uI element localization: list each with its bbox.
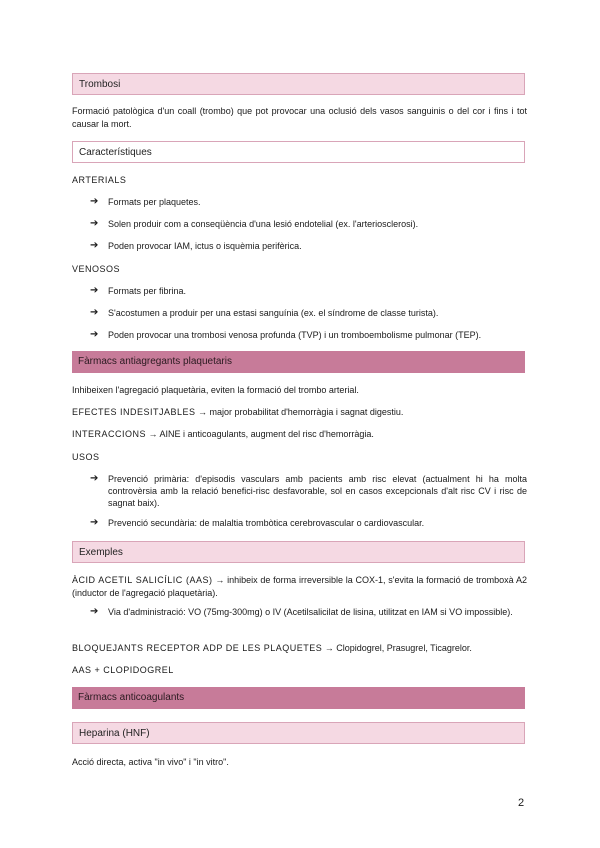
arrow-bullet-icon: ➔ [90,606,99,617]
page-number: 2 [518,797,525,809]
bullet-text: Via d'administració: VO (75mg-300mg) o IV (Acetilsalicilat de lisina, utilitzat en IAM si VO impossible). [108,607,513,617]
arrow-bullet-icon: ➔ [90,285,99,296]
bullet-text: Prevenció secundària: de malaltia trombòtica cerebrovascular o cardiovascular. [108,518,425,528]
arrow-bullet-icon: ➔ [90,329,99,340]
efectes-label: EFECTES INDESITJABLES [72,407,196,417]
arterials-label: ARTERIALS [72,175,127,185]
bullet-text: Poden provocar IAM, ictus o isquèmia perifèrica. [108,241,302,251]
trombosi-definition: Formació patològica d'un coall (trombo) que pot provocar una oclusió dels vasos sanguinis o del cor i fins i tot causar la mort. [72,106,527,129]
bloquejants-label: BLOQUEJANTS RECEPTOR ADP DE LES PLAQUETES [72,643,323,653]
arrow-bullet-icon: ➔ [90,307,99,318]
section-header-antiagregants: Fàrmacs antiagregants plaquetaris [72,351,525,373]
combo-label: AAS + CLOPIDOGREL [72,665,174,675]
section-header-anticoagulants: Fàrmacs anticoagulants [72,687,525,709]
arrow-bullet-icon: ➔ [90,240,99,251]
usos-label: USOS [72,452,100,462]
bullet-text: Prevenció primària: d'episodis vasculars amb pacients amb risc elevat (actualment hi ha molta controvèrsia amb la relació benefici-risc desfavorable, sol en casos excepcionals d'alt risc CV i risc de sagnat baix). [108,474,527,508]
efectes-text: → major probabilitat d'hemorràgia i sagnat digestiu. [198,407,404,417]
aas-label: ÀCID ACETIL SALICÍLIC (AAS) [72,575,213,585]
bloquejants-line [72,642,527,655]
section-header-trombosi: Trombosi [72,73,525,95]
bullet-text: Formats per fibrina. [108,286,187,296]
bullet-text: Formats per plaquetes. [108,197,201,207]
venosos-label: VENOSOS [72,264,121,274]
bullet-text: S'acostumen a produir per una estasi sanguínia (ex. el síndrome de classe turista). [108,308,439,318]
interaccions-label: INTERACCIONS [72,429,147,439]
section-header-caracteristiques: Característiques [72,141,525,163]
antiagregants-intro: Inhibeixen l'agregació plaquetària, eviten la formació del trombo arterial. [72,385,359,395]
bullet-text: Solen produir com a conseqüència d'una lesió endotelial (ex. l'arteriosclerosi). [108,219,419,229]
interaccions-line [72,428,527,441]
aas-paragraph [72,574,527,599]
arrow-bullet-icon: ➔ [90,218,99,229]
section-header-exemples: Exemples [72,541,525,563]
arrow-bullet-icon: ➔ [90,196,99,207]
arrow-bullet-icon: ➔ [90,517,99,528]
section-header-heparina: Heparina (HNF) [72,722,525,744]
arrow-bullet-icon: ➔ [90,473,99,484]
interaccions-text: → AINE i anticoagulants, augment del risc d'hemorràgia. [148,429,374,439]
bloquejants-text: → Clopidogrel, Prasugrel, Ticagrelor. [324,643,472,653]
efectes-line [72,406,527,419]
aas-text: → inhibeix de forma irreversible la COX-1, s'evita la formació de tromboxà A2 (inductor de l'agregació plaquetària). [72,575,527,598]
bullet-text: Poden provocar una trombosi venosa profunda (TVP) i un tromboembolisme pulmonar (TEP). [108,330,482,340]
heparina-text: Acció directa, activa "in vivo" i "in vitro". [72,757,229,767]
